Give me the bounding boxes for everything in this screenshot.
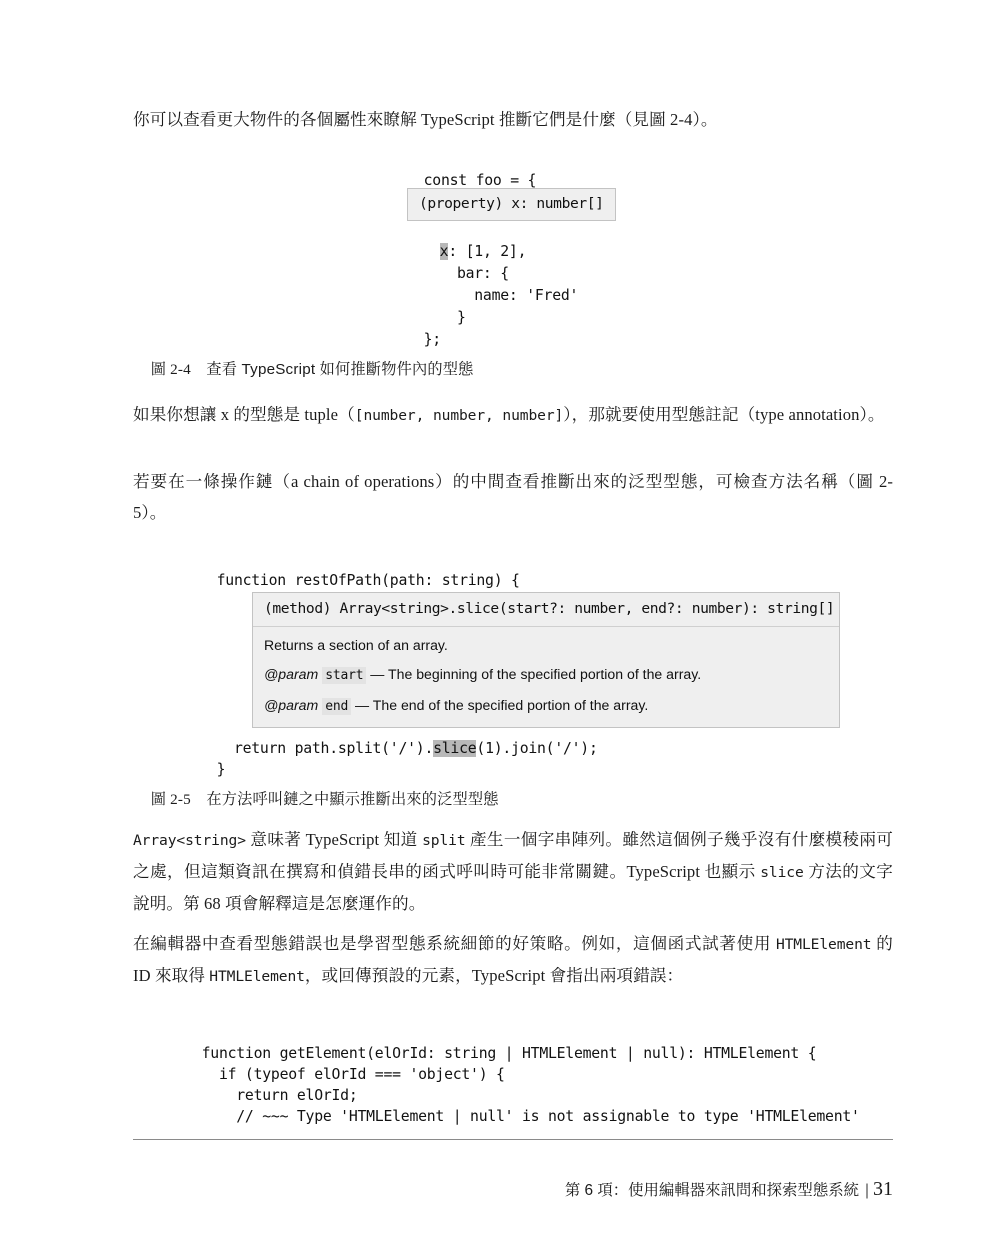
figure-caption-text: 在方法呼叫鏈之中顯示推斷出來的泛型型態 [206, 791, 499, 808]
footer-running-head: 第 6 項：使用編輯器來訊問和探索型態系統 [564, 1182, 859, 1199]
code-text: function restOfPath(path: string) { [216, 571, 520, 589]
code-text: function getElement(elOrId: string | HTMLElement | null): HTMLElement { [201, 1044, 817, 1062]
paragraph-split-code: split [422, 832, 466, 849]
page-number: 31 [873, 1178, 893, 1200]
paragraph-tuple-part-b: ），那就要使用型態註記（type annotation）。 [563, 405, 885, 424]
code-selected-token: x [439, 242, 449, 260]
figure-2-4-type-tooltip [407, 188, 616, 221]
paragraph-tuple-code: [number, number, number] [354, 407, 564, 424]
paragraph-array-part-b: 產生一個字串陣列。雖然這個例子幾乎沒有什麼模稜兩可之處，但這類資訊在撰寫和偵錯長串的函式呼叫時可能非常關鍵。TypeScript 也顯示 [133, 830, 893, 881]
figure-2-4-caption [133, 341, 474, 396]
code-text: name: 'Fred' [439, 286, 579, 304]
code-text: const foo = { [423, 171, 537, 189]
tooltip-param-text: The end of the specified portion of the array. [372, 697, 649, 713]
paragraph-editor-part-a: 在編輯器中查看型態錯誤也是學習型態系統細節的好策略。例如，這個函式試著使用 [133, 934, 776, 953]
paragraph-tuple [133, 399, 893, 431]
code-text: (1).join('/'); [476, 739, 598, 757]
code-selected-token: slice [433, 739, 477, 757]
figure-2-5-caption [133, 771, 499, 826]
tooltip-description-row [253, 627, 839, 656]
figure-caption-gap [191, 791, 206, 808]
paragraph-array-string [133, 824, 893, 919]
paragraph-editor-part-b: 的 ID 來取得 [133, 934, 893, 985]
code-text: bar: { [439, 264, 509, 282]
tooltip-signature: (property) x: number[] [419, 195, 604, 212]
code-text: // ~~~ Type 'HTMLElement | null' is not assignable to type 'HTMLElement' [201, 1107, 860, 1125]
tooltip-signature: (method) Array<string>.slice(start?: number, end?: number): string[] [264, 600, 835, 617]
tooltip-param-tag: @param [264, 697, 319, 713]
tooltip-param-dash: — [370, 666, 385, 682]
paragraph-htmlelement-code-1: HTMLElement [775, 936, 872, 953]
paragraph-tuple-part-a: 如果你想讓 x 的型態是 tuple（ [133, 405, 355, 424]
paragraph-chain-text: 若要在一條操作鏈（a chain of operations）的中間查看推斷出來的泛型型態，可檢查方法名稱（圖 2-5）。 [133, 472, 893, 522]
paragraph-intro-text: 你可以查看更大物件的各個屬性來瞭解 TypeScript 推斷它們是什麼（見圖 2-4）。 [133, 110, 718, 129]
code-text: : [1, 2], [448, 242, 527, 260]
code-text: } [439, 308, 466, 326]
paragraph-editor-errors [133, 928, 893, 992]
tooltip-param-text: The beginning of the specified portion of the array. [388, 666, 702, 682]
figure-caption-gap [191, 361, 206, 378]
tooltip-param-row-start [253, 656, 839, 687]
figure-2-5-method-tooltip [252, 592, 840, 728]
paragraph-htmlelement-code-2: HTMLElement [209, 968, 305, 985]
code-text: if (typeof elOrId === 'object') { [201, 1065, 505, 1083]
paragraph-editor-part-c: ，或回傳預設的元素，TypeScript 會指出兩項錯誤： [304, 966, 684, 985]
paragraph-array-code: Array<string> [133, 832, 246, 849]
tooltip-description: Returns a section of an array. [264, 637, 448, 653]
paragraph-chain [133, 466, 893, 528]
paragraph-slice-code: slice [760, 864, 804, 881]
tooltip-param-tag: @param [264, 666, 319, 682]
footer [133, 1160, 893, 1219]
figure-caption-number: 圖 2-5 [150, 791, 191, 808]
footer-divider [133, 1139, 893, 1140]
figure-caption-text: 查看 TypeScript 如何推斷物件內的型態 [206, 361, 474, 378]
figure-caption-number: 圖 2-4 [150, 361, 191, 378]
code-text: return path.split('/'). [216, 739, 434, 757]
tooltip-param-dash: — [355, 697, 370, 713]
tooltip-signature-row [253, 593, 839, 627]
code-text: } [216, 760, 226, 778]
paragraph-array-part-c: 方法的文字說明。第 68 項會解釋這是怎麼運作的。 [133, 862, 893, 913]
code-text: }; [423, 330, 441, 348]
tooltip-param-name: end [322, 698, 351, 715]
tooltip-param-name: start [322, 667, 366, 684]
paragraph-array-part-a: 意味著 TypeScript 知道 [245, 830, 423, 849]
code-text: return elOrId; [201, 1086, 358, 1104]
footer-separator: | [865, 1182, 869, 1199]
paragraph-intro [133, 104, 893, 135]
